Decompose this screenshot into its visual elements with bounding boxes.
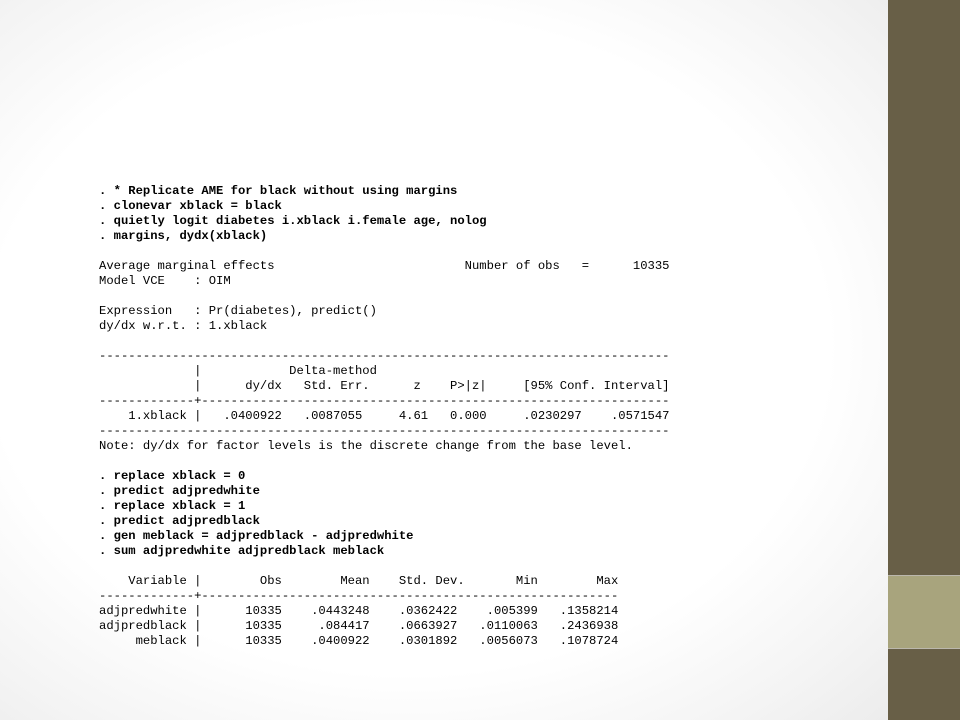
command-line: . predict adjpredblack (99, 514, 260, 528)
blank-line (99, 289, 669, 304)
output-line: ------------------------------------------------------------------------------ (99, 349, 670, 363)
command-line: . predict adjpredwhite (99, 484, 260, 498)
command-line: . gen meblack = adjpredblack - adjpredwhite (99, 529, 414, 543)
command-line: . replace xblack = 1 (99, 499, 246, 513)
stata-output (99, 184, 669, 649)
command-line: . * Replicate AME for black without using margins (99, 184, 458, 198)
command-line: . quietly logit diabetes i.xblack i.female age, nolog (99, 214, 487, 228)
output-line: -------------+--------------------------------------------------------- (99, 589, 619, 603)
output-line: adjpredwhite | 10335 .0443248 .0362422 .005399 .1358214 (99, 604, 619, 618)
command-line: . replace xblack = 0 (99, 469, 246, 483)
blank-line (99, 244, 669, 259)
output-line: Model VCE : OIM (99, 274, 231, 288)
sidebar-divider-bottom (888, 648, 960, 649)
output-line: -------------+---------------------------------------------------------------- (99, 394, 670, 408)
blank-line (99, 559, 669, 574)
output-line: meblack | 10335 .0400922 .0301892 .0056073 .1078724 (99, 634, 619, 648)
output-line: ------------------------------------------------------------------------------ (99, 424, 670, 438)
decorative-sidebar-accent (888, 576, 960, 648)
command-line: . clonevar xblack = black (99, 199, 282, 213)
blank-line (99, 454, 669, 469)
output-line: 1.xblack | .0400922 .0087055 4.61 0.000 .0230297 .0571547 (99, 409, 670, 423)
output-line: | Delta-method (99, 364, 377, 378)
output-line: Average marginal effects Number of obs = 10335 (99, 259, 670, 273)
command-line: . sum adjpredwhite adjpredblack meblack (99, 544, 385, 558)
output-line: dy/dx w.r.t. : 1.xblack (99, 319, 268, 333)
output-line: | dy/dx Std. Err. z P>|z| [95% Conf. Interval] (99, 379, 670, 393)
output-line: Note: dy/dx for factor levels is the discrete change from the base level. (99, 439, 633, 453)
output-line: adjpredblack | 10335 .084417 .0663927 .0110063 .2436938 (99, 619, 619, 633)
output-line: Variable | Obs Mean Std. Dev. Min Max (99, 574, 619, 588)
command-line: . margins, dydx(xblack) (99, 229, 268, 243)
output-line: Expression : Pr(diabetes), predict() (99, 304, 377, 318)
blank-line (99, 334, 669, 349)
